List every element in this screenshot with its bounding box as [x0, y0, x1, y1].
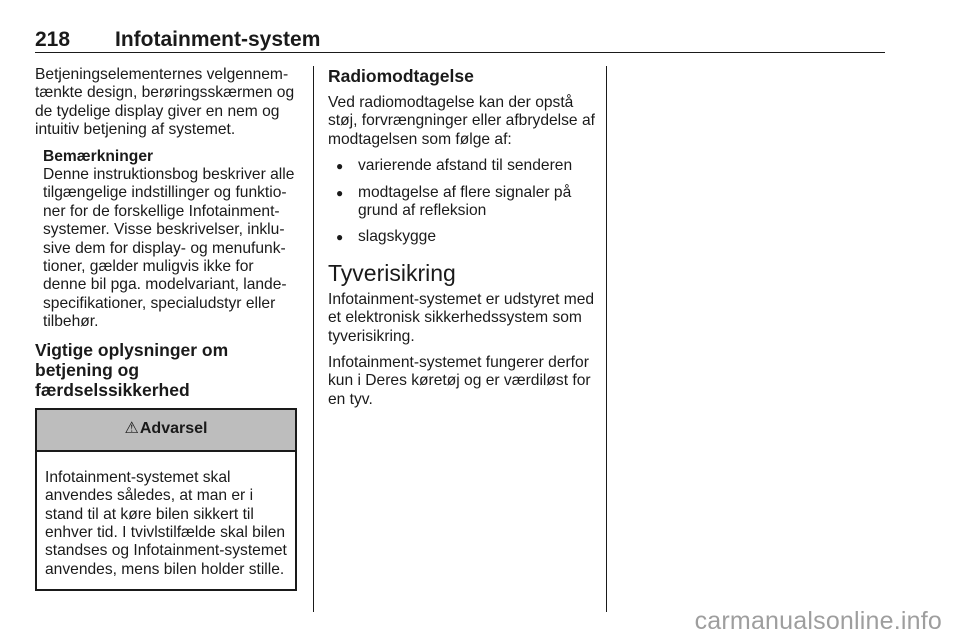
column-divider-1 — [313, 66, 314, 612]
warning-text: Infotainment-systemet skal anvendes således, at man er i stand til at køre bilen sikkert til enhver tid. I tvivlstilfælde skal bilen standses og Infotainment-systemet anvendes, mens bilen holder stille. — [45, 468, 287, 578]
bullet-icon: ● — [336, 230, 344, 245]
intro-paragraph: Betjeningselementernes velgennemtænkte design, berøringsskærmen og de tydelige display giver en nem og intuitiv betjening af systemet. — [35, 66, 295, 139]
warning-box — [35, 408, 297, 591]
theft-paragraph-1: Infotainment-systemet er udstyret med et elektronisk sikkerhedssystem som tyverisikring. — [328, 290, 595, 345]
list-item: ● slagskygge — [336, 228, 437, 246]
page-number: 218 — [35, 28, 71, 51]
note-title: Bemærkninger — [43, 147, 154, 165]
bullet-icon: ● — [336, 185, 344, 200]
safety-subheading: Vigtige oplysninger om betjening og færdselssikkerhed — [35, 339, 229, 400]
radio-intro: Ved radiomodtagelse kan der opstå støj, forvrængninger eller afbrydelse af modtagelsen som følge af: — [328, 94, 595, 148]
column-divider-2 — [606, 66, 607, 612]
list-item: ● varierende afstand til senderen — [336, 157, 573, 175]
page-header — [35, 28, 885, 53]
bullet-icon: ● — [336, 159, 344, 174]
warning-title: Advarsel — [139, 420, 208, 438]
section-title: Infotainment-system — [115, 28, 321, 51]
radio-heading: Radiomodtagelse — [328, 66, 474, 86]
note-text: Denne instruktionsbog beskriver alle tilgængelige indstillinger og funktioner for de forskellige Infotainment-systemer. Visse beskrivelser, inklusive dem for display- og menufunktioner, gælder muligvis ikke for denne bil pga. modelvariant, landespecifikationer, specialudstyr eller tilbehør. — [43, 166, 295, 331]
warning-triangle-icon: ⚠ — [124, 420, 139, 438]
watermark[interactable]: carmanualsonline.info — [694, 607, 942, 635]
column-middle — [328, 66, 596, 417]
note-block — [35, 148, 297, 332]
list-item: ● modtagelse af flere signaler på grund af refleksion — [336, 183, 572, 220]
column-left — [35, 66, 297, 591]
theft-heading: Tyverisikring — [328, 259, 456, 286]
warning-header — [37, 410, 295, 452]
theft-paragraph-2: Infotainment-systemet fungerer derfor kun i Deres køretøj og er værdiløst for en tyv. — [328, 354, 591, 408]
radio-bullet-list — [328, 157, 596, 247]
